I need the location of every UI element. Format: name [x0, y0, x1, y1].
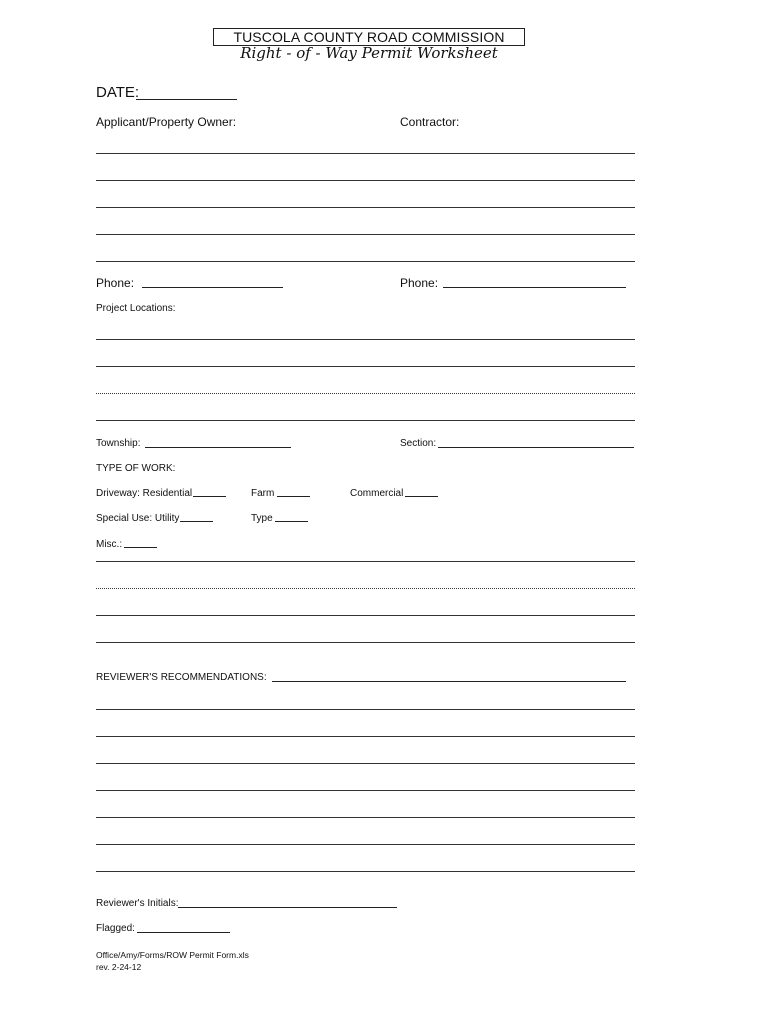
phone-field-right[interactable] — [443, 287, 626, 288]
recommendation-line-7[interactable] — [96, 871, 635, 872]
date-label: DATE: — [96, 84, 140, 101]
commercial-field[interactable] — [405, 496, 438, 497]
footer-revision: rev. 2-24-12 — [96, 962, 142, 972]
date-field[interactable] — [136, 99, 237, 100]
farm-field[interactable] — [277, 496, 310, 497]
recommendation-line-5[interactable] — [96, 817, 635, 818]
misc-line-1[interactable] — [96, 561, 635, 562]
phone-field-left[interactable] — [142, 287, 283, 288]
applicant-line-5[interactable] — [96, 261, 635, 262]
project-line-3[interactable] — [96, 393, 635, 394]
form-subtitle: Right - of - Way Permit Worksheet — [240, 44, 498, 62]
recommendation-line-6[interactable] — [96, 844, 635, 845]
misc-label: Misc.: — [96, 539, 123, 550]
type-of-work-label: TYPE OF WORK: — [96, 463, 176, 474]
applicant-line-3[interactable] — [96, 207, 635, 208]
misc-line-2[interactable] — [96, 588, 635, 589]
project-locations-label: Project Locations: — [96, 303, 176, 314]
farm-label: Farm — [251, 488, 275, 499]
section-field[interactable] — [438, 447, 634, 448]
commercial-label: Commercial — [350, 488, 404, 499]
township-field[interactable] — [145, 447, 291, 448]
applicant-line-1[interactable] — [96, 153, 635, 154]
applicant-line-4[interactable] — [96, 234, 635, 235]
footer-file-path: Office/Amy/Forms/ROW Permit Form.xls — [96, 950, 249, 960]
flagged-label: Flagged: — [96, 923, 135, 934]
recommendation-line-4[interactable] — [96, 790, 635, 791]
contractor-label: Contractor: — [400, 115, 460, 129]
recommendation-line-1[interactable] — [96, 709, 635, 710]
applicant-line-2[interactable] — [96, 180, 635, 181]
township-label: Township: — [96, 438, 141, 449]
misc-line-4[interactable] — [96, 642, 635, 643]
form-title: TUSCOLA COUNTY ROAD COMMISSION — [213, 28, 525, 46]
project-line-4[interactable] — [96, 420, 635, 421]
type-field[interactable] — [275, 521, 308, 522]
phone-label-left: Phone: — [96, 276, 135, 290]
reviewer-initials-field[interactable] — [178, 907, 397, 908]
section-label: Section: — [400, 438, 437, 449]
recommendation-line-3[interactable] — [96, 763, 635, 764]
applicant-label: Applicant/Property Owner: — [96, 115, 237, 129]
driveway-residential-label: Driveway: Residential — [96, 488, 193, 499]
reviewer-recommendations-label: REVIEWER'S RECOMMENDATIONS: — [96, 672, 267, 683]
misc-field[interactable] — [124, 547, 157, 548]
phone-label-right: Phone: — [400, 276, 439, 290]
reviewer-initials-label: Reviewer's Initials: — [96, 898, 179, 909]
driveway-residential-field[interactable] — [193, 496, 226, 497]
flagged-field[interactable] — [137, 932, 230, 933]
recommendation-line-2[interactable] — [96, 736, 635, 737]
project-line-2[interactable] — [96, 366, 635, 367]
special-use-utility-field[interactable] — [180, 521, 213, 522]
special-use-utility-label: Special Use: Utility — [96, 513, 180, 524]
reviewer-recommendations-field[interactable] — [272, 681, 626, 682]
type-label: Type — [251, 513, 273, 524]
project-line-1[interactable] — [96, 339, 635, 340]
misc-line-3[interactable] — [96, 615, 635, 616]
